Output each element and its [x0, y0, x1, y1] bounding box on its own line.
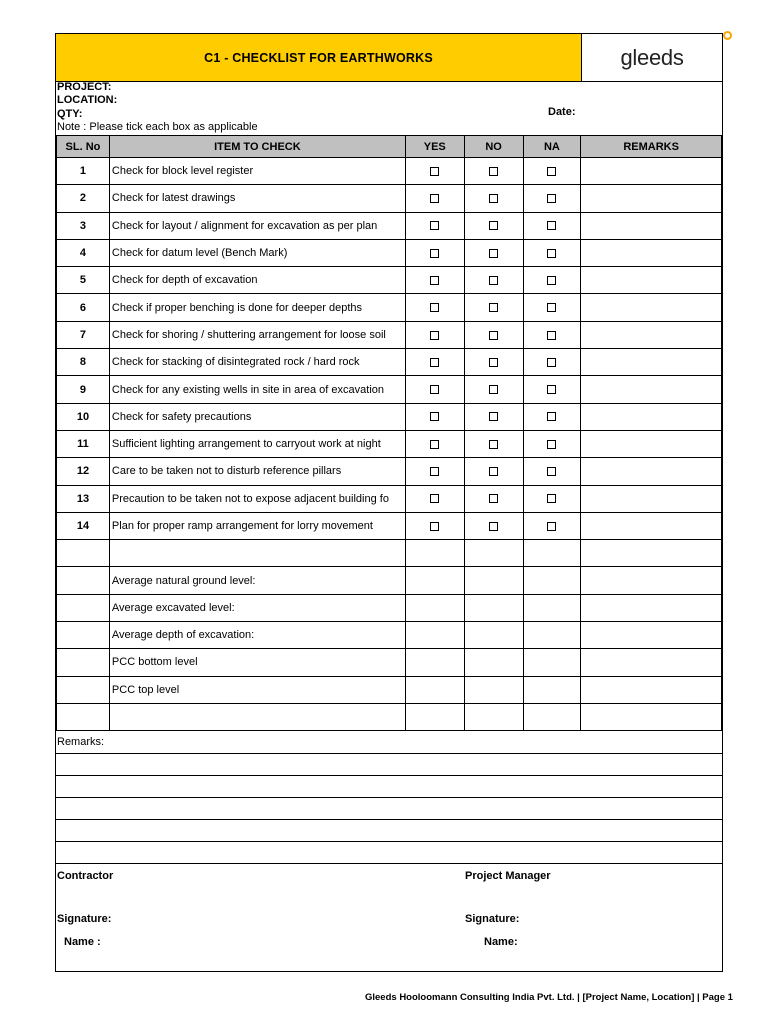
no-checkbox[interactable] [489, 276, 498, 285]
remarks-cell[interactable] [581, 594, 722, 621]
table-row [57, 485, 722, 512]
yes-checkbox[interactable] [430, 167, 439, 176]
level-value-cell[interactable] [464, 622, 523, 649]
no-checkbox[interactable] [489, 522, 498, 531]
yes-checkbox[interactable] [430, 194, 439, 203]
contractor-name-label: Name : [64, 936, 101, 948]
yes-checkbox[interactable] [430, 358, 439, 367]
no-checkbox[interactable] [489, 440, 498, 449]
level-value-cell[interactable] [523, 540, 581, 567]
level-value-cell[interactable] [464, 594, 523, 621]
location-label: LOCATION: [57, 94, 118, 106]
table-row [57, 185, 722, 212]
na-checkbox[interactable] [547, 303, 556, 312]
sl-number: 9 [57, 376, 110, 403]
level-value-cell[interactable] [464, 567, 523, 594]
no-checkbox[interactable] [489, 331, 498, 340]
table-row [57, 512, 722, 539]
remarks-section [56, 731, 722, 864]
remarks-cell[interactable] [581, 267, 722, 294]
qty-label: QTY: [57, 108, 83, 120]
level-value-cell[interactable] [523, 622, 581, 649]
check-item: Check for latest drawings [109, 185, 405, 212]
remarks-cell[interactable] [581, 567, 722, 594]
table-row [57, 294, 722, 321]
level-value-cell[interactable] [464, 540, 523, 567]
sl-number: 14 [57, 512, 110, 539]
table-row [57, 430, 722, 457]
check-item: Check for block level register [109, 158, 405, 185]
contractor-signature-label: Signature: [57, 913, 112, 925]
no-checkbox[interactable] [489, 385, 498, 394]
yes-checkbox[interactable] [430, 440, 439, 449]
contractor-label: Contractor [57, 870, 114, 882]
level-row [57, 649, 722, 676]
na-checkbox[interactable] [547, 358, 556, 367]
no-checkbox[interactable] [489, 494, 498, 503]
level-row [57, 622, 722, 649]
remarks-cell[interactable] [581, 376, 722, 403]
na-checkbox[interactable] [547, 467, 556, 476]
sl-number: 2 [57, 185, 110, 212]
level-label: Average depth of excavation: [109, 622, 405, 649]
col-na: NA [523, 136, 581, 158]
table-row [57, 376, 722, 403]
remarks-cell[interactable] [581, 321, 722, 348]
na-checkbox[interactable] [547, 194, 556, 203]
remarks-cell[interactable] [581, 239, 722, 266]
check-item: Check for layout / alignment for excavation as per plan [109, 212, 405, 239]
level-row [57, 567, 722, 594]
level-value-cell[interactable] [405, 540, 464, 567]
title-bar [56, 34, 722, 82]
remarks-cell[interactable] [581, 403, 722, 430]
sl-number: 11 [57, 430, 110, 457]
signoff-section [56, 864, 722, 971]
level-value-cell[interactable] [523, 703, 581, 730]
level-value-cell[interactable] [405, 594, 464, 621]
level-label [109, 540, 405, 567]
remarks-cell[interactable] [581, 158, 722, 185]
logo-text: gleeds [620, 44, 684, 70]
sl-number: 13 [57, 485, 110, 512]
col-item: ITEM TO CHECK [109, 136, 405, 158]
yes-checkbox[interactable] [430, 331, 439, 340]
check-item: Check for datum level (Bench Mark) [109, 239, 405, 266]
project-label: PROJECT: [57, 81, 112, 93]
sl-number: 7 [57, 321, 110, 348]
yes-checkbox[interactable] [430, 412, 439, 421]
remarks-line[interactable] [56, 842, 722, 864]
remarks-line[interactable] [56, 820, 722, 842]
level-value-cell[interactable] [405, 676, 464, 703]
yes-checkbox[interactable] [430, 249, 439, 258]
checklist-table [56, 135, 722, 731]
no-checkbox[interactable] [489, 194, 498, 203]
check-item: Check for stacking of disintegrated rock / hard rock [109, 349, 405, 376]
form-title: C1 - CHECKLIST FOR EARTHWORKS [56, 34, 582, 81]
sl-number: 6 [57, 294, 110, 321]
level-row [57, 540, 722, 567]
level-row [57, 676, 722, 703]
table-row [57, 349, 722, 376]
table-row [57, 321, 722, 348]
level-value-cell[interactable] [523, 567, 581, 594]
no-checkbox[interactable] [489, 412, 498, 421]
no-checkbox[interactable] [489, 167, 498, 176]
col-remarks: REMARKS [581, 136, 722, 158]
table-row [57, 403, 722, 430]
check-item: Plan for proper ramp arrangement for lorry movement [109, 512, 405, 539]
checklist-sheet [55, 33, 723, 972]
table-row [57, 212, 722, 239]
check-item: Check for depth of excavation [109, 267, 405, 294]
sl-number: 1 [57, 158, 110, 185]
remarks-cell[interactable] [581, 703, 722, 730]
no-checkbox[interactable] [489, 358, 498, 367]
date-label: Date: [548, 106, 576, 118]
project-manager-label: Project Manager [465, 870, 551, 882]
sl-number: 5 [57, 267, 110, 294]
check-item: Precaution to be taken not to expose adjacent building fo [109, 485, 405, 512]
table-row [57, 158, 722, 185]
level-row [57, 703, 722, 730]
page-footer: Gleeds Hooloomann Consulting India Pvt. Ltd. | [Project Name, Location] | Page 1 [365, 992, 733, 1003]
yes-checkbox[interactable] [430, 522, 439, 531]
remarks-cell[interactable] [581, 512, 722, 539]
check-item: Sufficient lighting arrangement to carryout work at night [109, 430, 405, 457]
gleeds-logo [582, 34, 722, 81]
na-checkbox[interactable] [547, 331, 556, 340]
project-info [56, 81, 722, 135]
level-row [57, 594, 722, 621]
table-header [57, 136, 722, 158]
sl-number: 8 [57, 349, 110, 376]
yes-checkbox[interactable] [430, 494, 439, 503]
remarks-cell[interactable] [581, 485, 722, 512]
remarks-line[interactable] [56, 776, 722, 798]
level-value-cell[interactable] [464, 703, 523, 730]
na-checkbox[interactable] [547, 276, 556, 285]
sl-number: 10 [57, 403, 110, 430]
check-item: Check for shoring / shuttering arrangement for loose soil [109, 321, 405, 348]
no-checkbox[interactable] [489, 467, 498, 476]
level-label: PCC top level [109, 676, 405, 703]
remarks-cell[interactable] [581, 430, 722, 457]
level-value-cell[interactable] [405, 567, 464, 594]
no-checkbox[interactable] [489, 249, 498, 258]
na-checkbox[interactable] [547, 167, 556, 176]
remarks-cell[interactable] [581, 349, 722, 376]
col-sl-no: SL. No [57, 136, 110, 158]
level-value-cell[interactable] [523, 594, 581, 621]
check-item: Check for safety precautions [109, 403, 405, 430]
level-value-cell[interactable] [405, 622, 464, 649]
table-row [57, 267, 722, 294]
sl-number: 3 [57, 212, 110, 239]
remarks-label: Remarks: [56, 731, 722, 754]
remarks-cell[interactable] [581, 676, 722, 703]
level-label: Average natural ground level: [109, 567, 405, 594]
yes-checkbox[interactable] [430, 221, 439, 230]
level-value-cell[interactable] [405, 649, 464, 676]
remarks-cell[interactable] [581, 458, 722, 485]
na-checkbox[interactable] [547, 221, 556, 230]
tick-note: Note : Please tick each box as applicable [57, 121, 258, 133]
remarks-cell[interactable] [581, 294, 722, 321]
remarks-cell[interactable] [581, 540, 722, 567]
col-yes: YES [405, 136, 464, 158]
level-label: Average excavated level: [109, 594, 405, 621]
na-checkbox[interactable] [547, 440, 556, 449]
level-value-cell[interactable] [464, 676, 523, 703]
table-row [57, 458, 722, 485]
level-value-cell[interactable] [405, 703, 464, 730]
logo-mark-icon [723, 31, 732, 40]
level-value-cell[interactable] [523, 676, 581, 703]
remarks-line[interactable] [56, 798, 722, 820]
na-checkbox[interactable] [547, 385, 556, 394]
na-checkbox[interactable] [547, 522, 556, 531]
remarks-cell[interactable] [581, 185, 722, 212]
level-value-cell[interactable] [523, 649, 581, 676]
na-checkbox[interactable] [547, 249, 556, 258]
remarks-cell[interactable] [581, 649, 722, 676]
yes-checkbox[interactable] [430, 276, 439, 285]
remarks-cell[interactable] [581, 622, 722, 649]
table-row [57, 239, 722, 266]
yes-checkbox[interactable] [430, 467, 439, 476]
na-checkbox[interactable] [547, 412, 556, 421]
sl-number: 12 [57, 458, 110, 485]
remarks-line[interactable] [56, 754, 722, 776]
remarks-cell[interactable] [581, 212, 722, 239]
yes-checkbox[interactable] [430, 303, 439, 312]
pm-name-label: Name: [484, 936, 518, 948]
no-checkbox[interactable] [489, 221, 498, 230]
check-item: Check for any existing wells in site in area of excavation [109, 376, 405, 403]
sl-number: 4 [57, 239, 110, 266]
level-label: PCC bottom level [109, 649, 405, 676]
col-no: NO [464, 136, 523, 158]
level-value-cell[interactable] [464, 649, 523, 676]
na-checkbox[interactable] [547, 494, 556, 503]
check-item: Check if proper benching is done for deeper depths [109, 294, 405, 321]
level-label [109, 703, 405, 730]
yes-checkbox[interactable] [430, 385, 439, 394]
pm-signature-label: Signature: [465, 913, 520, 925]
check-item: Care to be taken not to disturb reference pillars [109, 458, 405, 485]
no-checkbox[interactable] [489, 303, 498, 312]
